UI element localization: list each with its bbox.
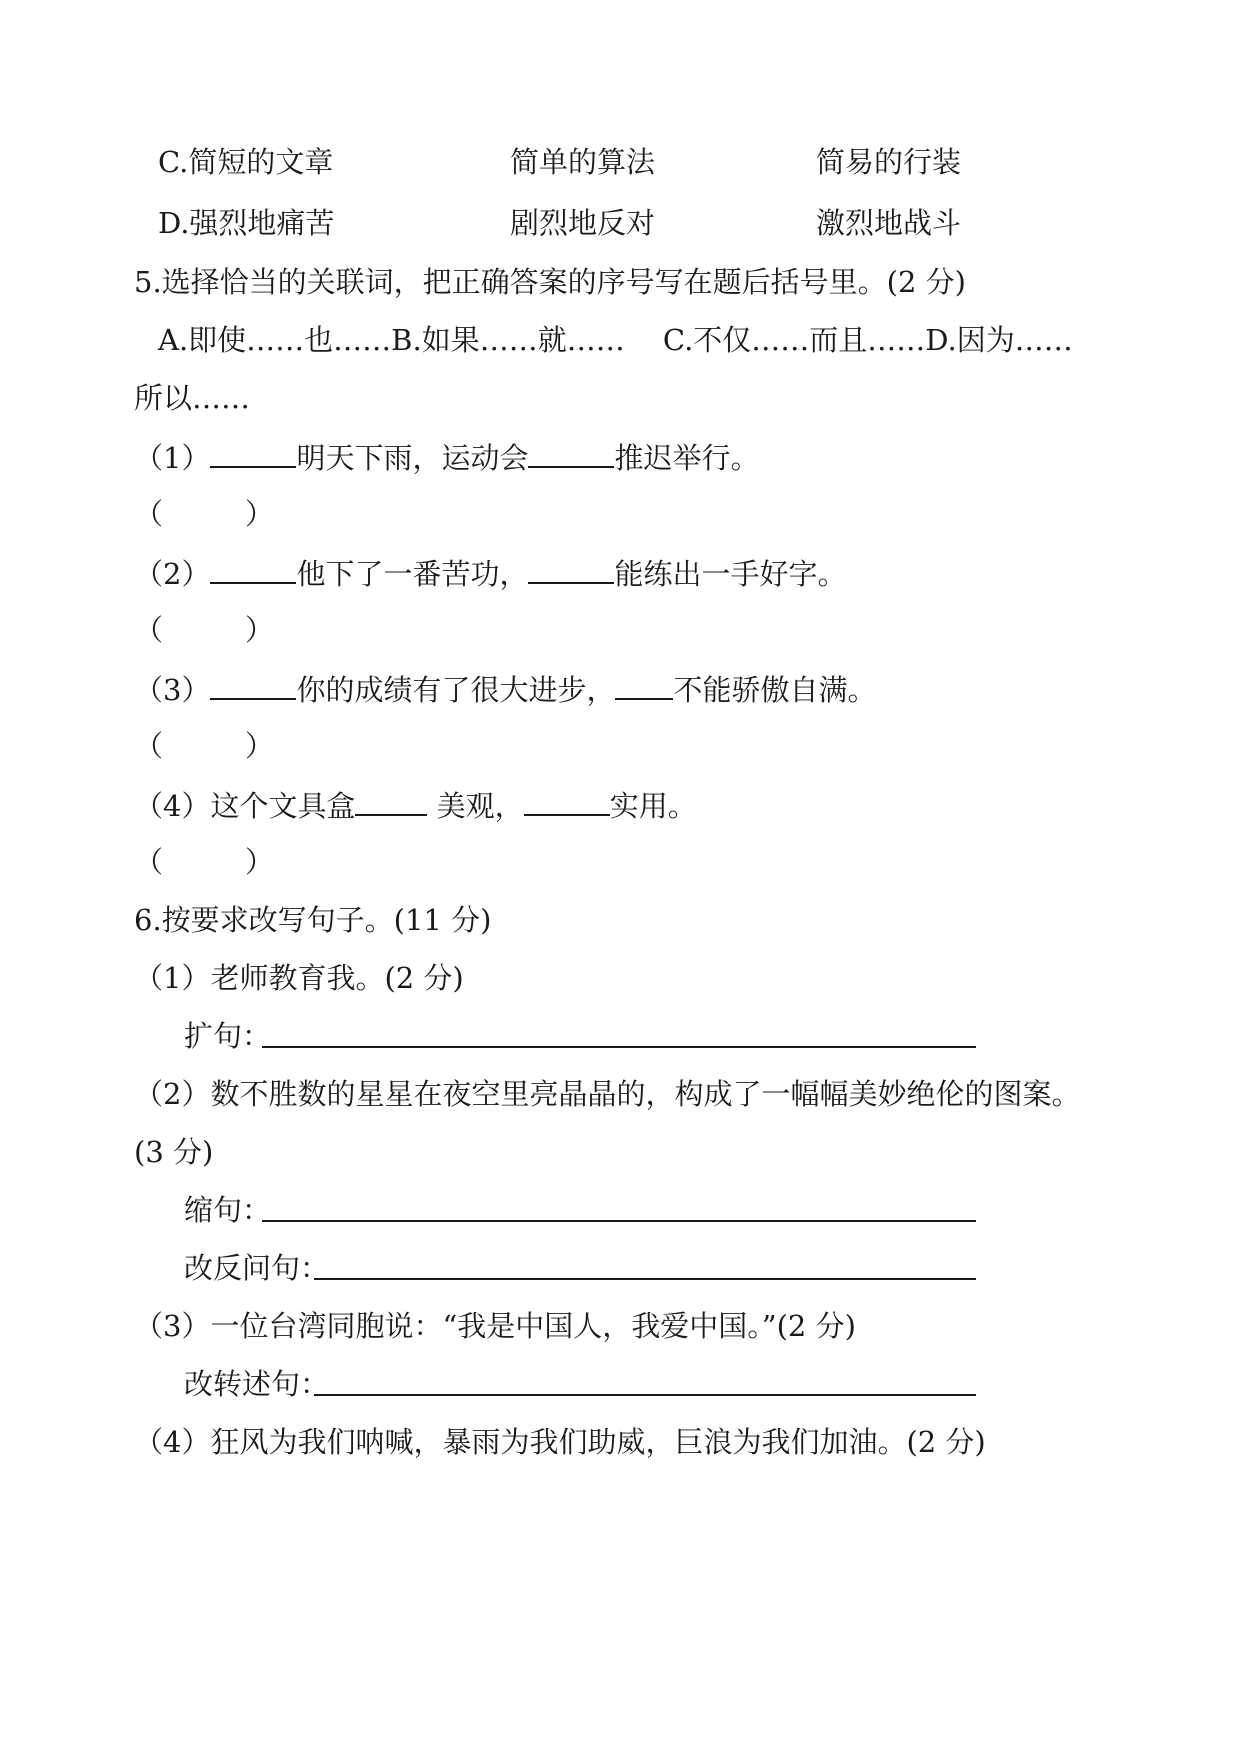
paren-open: （ (134, 613, 164, 647)
q5-item-number: （1） (134, 441, 211, 475)
q6-label-shorten: 缩句： (184, 1193, 272, 1227)
answer-parentheses[interactable] (134, 726, 274, 766)
answer-line-shorten[interactable] (262, 1220, 976, 1222)
answer-line-expand[interactable] (262, 1046, 976, 1048)
q4-option-d-col1: D.强烈地痛苦 (158, 206, 335, 240)
q4-option-c-col2: 简单的算法 (510, 145, 656, 179)
answer-line-indirect[interactable] (314, 1394, 976, 1396)
q6-sentence-2-score: (3 分) (134, 1135, 214, 1169)
q6-title: 6.按要求改写句子。(11 分) (134, 903, 492, 937)
q5-item-text: 你的成绩有了很大进步， (296, 673, 616, 707)
answer-parentheses[interactable] (134, 842, 274, 882)
q5-item-4 (134, 784, 697, 826)
paren-close: ） (245, 497, 275, 531)
q6-label-indirect: 改转述句： (184, 1367, 330, 1401)
q6-label-expand: 扩句： (184, 1019, 272, 1053)
fill-blank[interactable] (524, 784, 610, 816)
q5-item-text: 推迟举行。 (614, 441, 760, 475)
paren-close: ） (245, 613, 275, 647)
q4-option-c-col3: 简易的行装 (816, 145, 962, 179)
q4-option-c-row (158, 142, 333, 182)
q5-item-2 (134, 552, 846, 594)
paren-open: （ (134, 729, 164, 763)
q5-item-text: 这个文具盒 (210, 789, 356, 823)
fill-blank[interactable] (210, 436, 296, 468)
q5-item-1 (134, 436, 759, 478)
q6-sentence-1: （1）老师教育我。(2 分) (134, 961, 464, 995)
q5-item-3 (134, 668, 876, 710)
q6-sentence-4: （4）狂风为我们呐喊，暴雨为我们助威，巨浪为我们加油。(2 分) (134, 1425, 986, 1459)
q5-item-text: 能练出一手好字。 (614, 557, 847, 591)
q5-choices-line1: A.即使……也……B.如果……就…… C.不仅……而且……D.因为…… (158, 323, 1073, 357)
answer-parentheses[interactable] (134, 610, 274, 650)
answer-line-rhetorical[interactable] (314, 1278, 976, 1280)
q5-item-text: 他下了一番苦功， (296, 557, 529, 591)
answer-parentheses[interactable] (134, 494, 274, 534)
fill-blank[interactable] (528, 552, 614, 584)
q5-item-number: （4） (134, 789, 211, 823)
q5-item-text: 不能骄傲自满。 (673, 673, 877, 707)
q6-sentence-2: （2）数不胜数的星星在夜空里亮晶晶的，构成了一幅幅美妙绝伦的图案。 (134, 1077, 1081, 1111)
q5-item-number: （3） (134, 673, 211, 707)
q6-sentence-3: （3）一位台湾同胞说：“我是中国人，我爱中国。”(2 分) (134, 1309, 856, 1343)
q6-label-rhetorical: 改反问句： (184, 1251, 330, 1285)
fill-blank[interactable] (210, 552, 296, 584)
q5-choices-line2: 所以…… (134, 381, 251, 415)
q4-option-d-col3: 激烈地战斗 (816, 206, 962, 240)
paren-close: ） (245, 729, 275, 763)
paren-close: ） (245, 845, 275, 879)
q5-item-number: （2） (134, 557, 211, 591)
q4-option-d-col2: 剧烈地反对 (510, 206, 656, 240)
q5-item-text: 明天下雨，运动会 (296, 441, 529, 475)
fill-blank[interactable] (355, 784, 427, 816)
q5-item-text: 美观， (427, 789, 524, 823)
q5-item-text: 实用。 (609, 789, 697, 823)
fill-blank[interactable] (210, 668, 296, 700)
paren-open: （ (134, 497, 164, 531)
q5-title: 5.选择恰当的关联词，把正确答案的序号写在题后括号里。(2 分) (134, 265, 966, 299)
fill-blank[interactable] (615, 668, 673, 700)
q4-option-c-col1: C.简短的文章 (158, 145, 334, 179)
paren-open: （ (134, 845, 164, 879)
fill-blank[interactable] (528, 436, 614, 468)
